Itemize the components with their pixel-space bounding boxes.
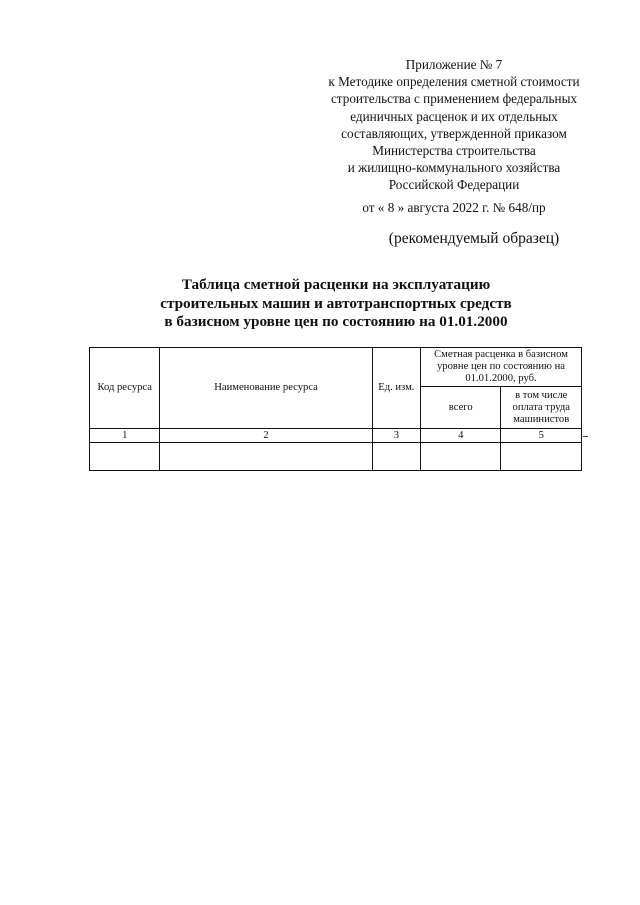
header-resource-name: Наименование ресурса (160, 348, 372, 429)
table-cell (160, 443, 372, 471)
column-number: 5 (501, 429, 582, 443)
column-number: 4 (420, 429, 500, 443)
table-cell (501, 443, 582, 471)
document-title-line: в базисном уровне цен по состоянию на 01.01.2000 (164, 313, 508, 330)
appendix-header-line: и жилищно-коммунального хозяйства (347, 160, 561, 176)
table-cell (372, 443, 420, 471)
table-cell (90, 443, 160, 471)
column-number: 3 (372, 429, 420, 443)
appendix-header-line: единичных расценок и их отдельных (350, 108, 558, 124)
header-resource-code: Код ресурса (90, 348, 160, 429)
document-title-line: строительных машин и автотранспортных средств (160, 294, 512, 312)
recommended-sample-note: (рекомендуемый образец) (388, 230, 560, 247)
appendix-header-line: Министерства строительства (372, 143, 536, 159)
header-total: всего (420, 387, 500, 429)
column-number: 2 (160, 429, 372, 443)
column-number: 1 (90, 429, 160, 443)
appendix-header (318, 56, 590, 194)
appendix-number: Приложение № 7 (405, 57, 503, 72)
table-header-row (90, 348, 582, 387)
table-row (90, 443, 582, 471)
header-operator-labor: в том числе оплата труда машинистов (501, 387, 582, 429)
header-estimate-rate-group: Сметная расценка в базисном уровне цен по состоянию на 01.01.2000, руб. (420, 348, 581, 387)
rate-table (89, 347, 582, 471)
column-number-row (90, 429, 582, 443)
header-unit: Ед. изм. (372, 348, 420, 429)
document-title (90, 276, 582, 332)
appendix-header-line: составляющих, утвержденной приказом (341, 125, 567, 141)
appendix-header-line: к Методике определения сметной стоимости (328, 74, 580, 90)
table-cell (420, 443, 500, 471)
appendix-header-line: строительства с применением федеральных (330, 91, 578, 107)
appendix-header-line: Российской Федерации (388, 177, 520, 193)
order-date-number: от « 8 » августа 2022 г. № 648/пр (362, 200, 546, 215)
document-title-line: Таблица сметной расценки на эксплуатацию (181, 276, 491, 293)
scan-mark (583, 436, 588, 437)
